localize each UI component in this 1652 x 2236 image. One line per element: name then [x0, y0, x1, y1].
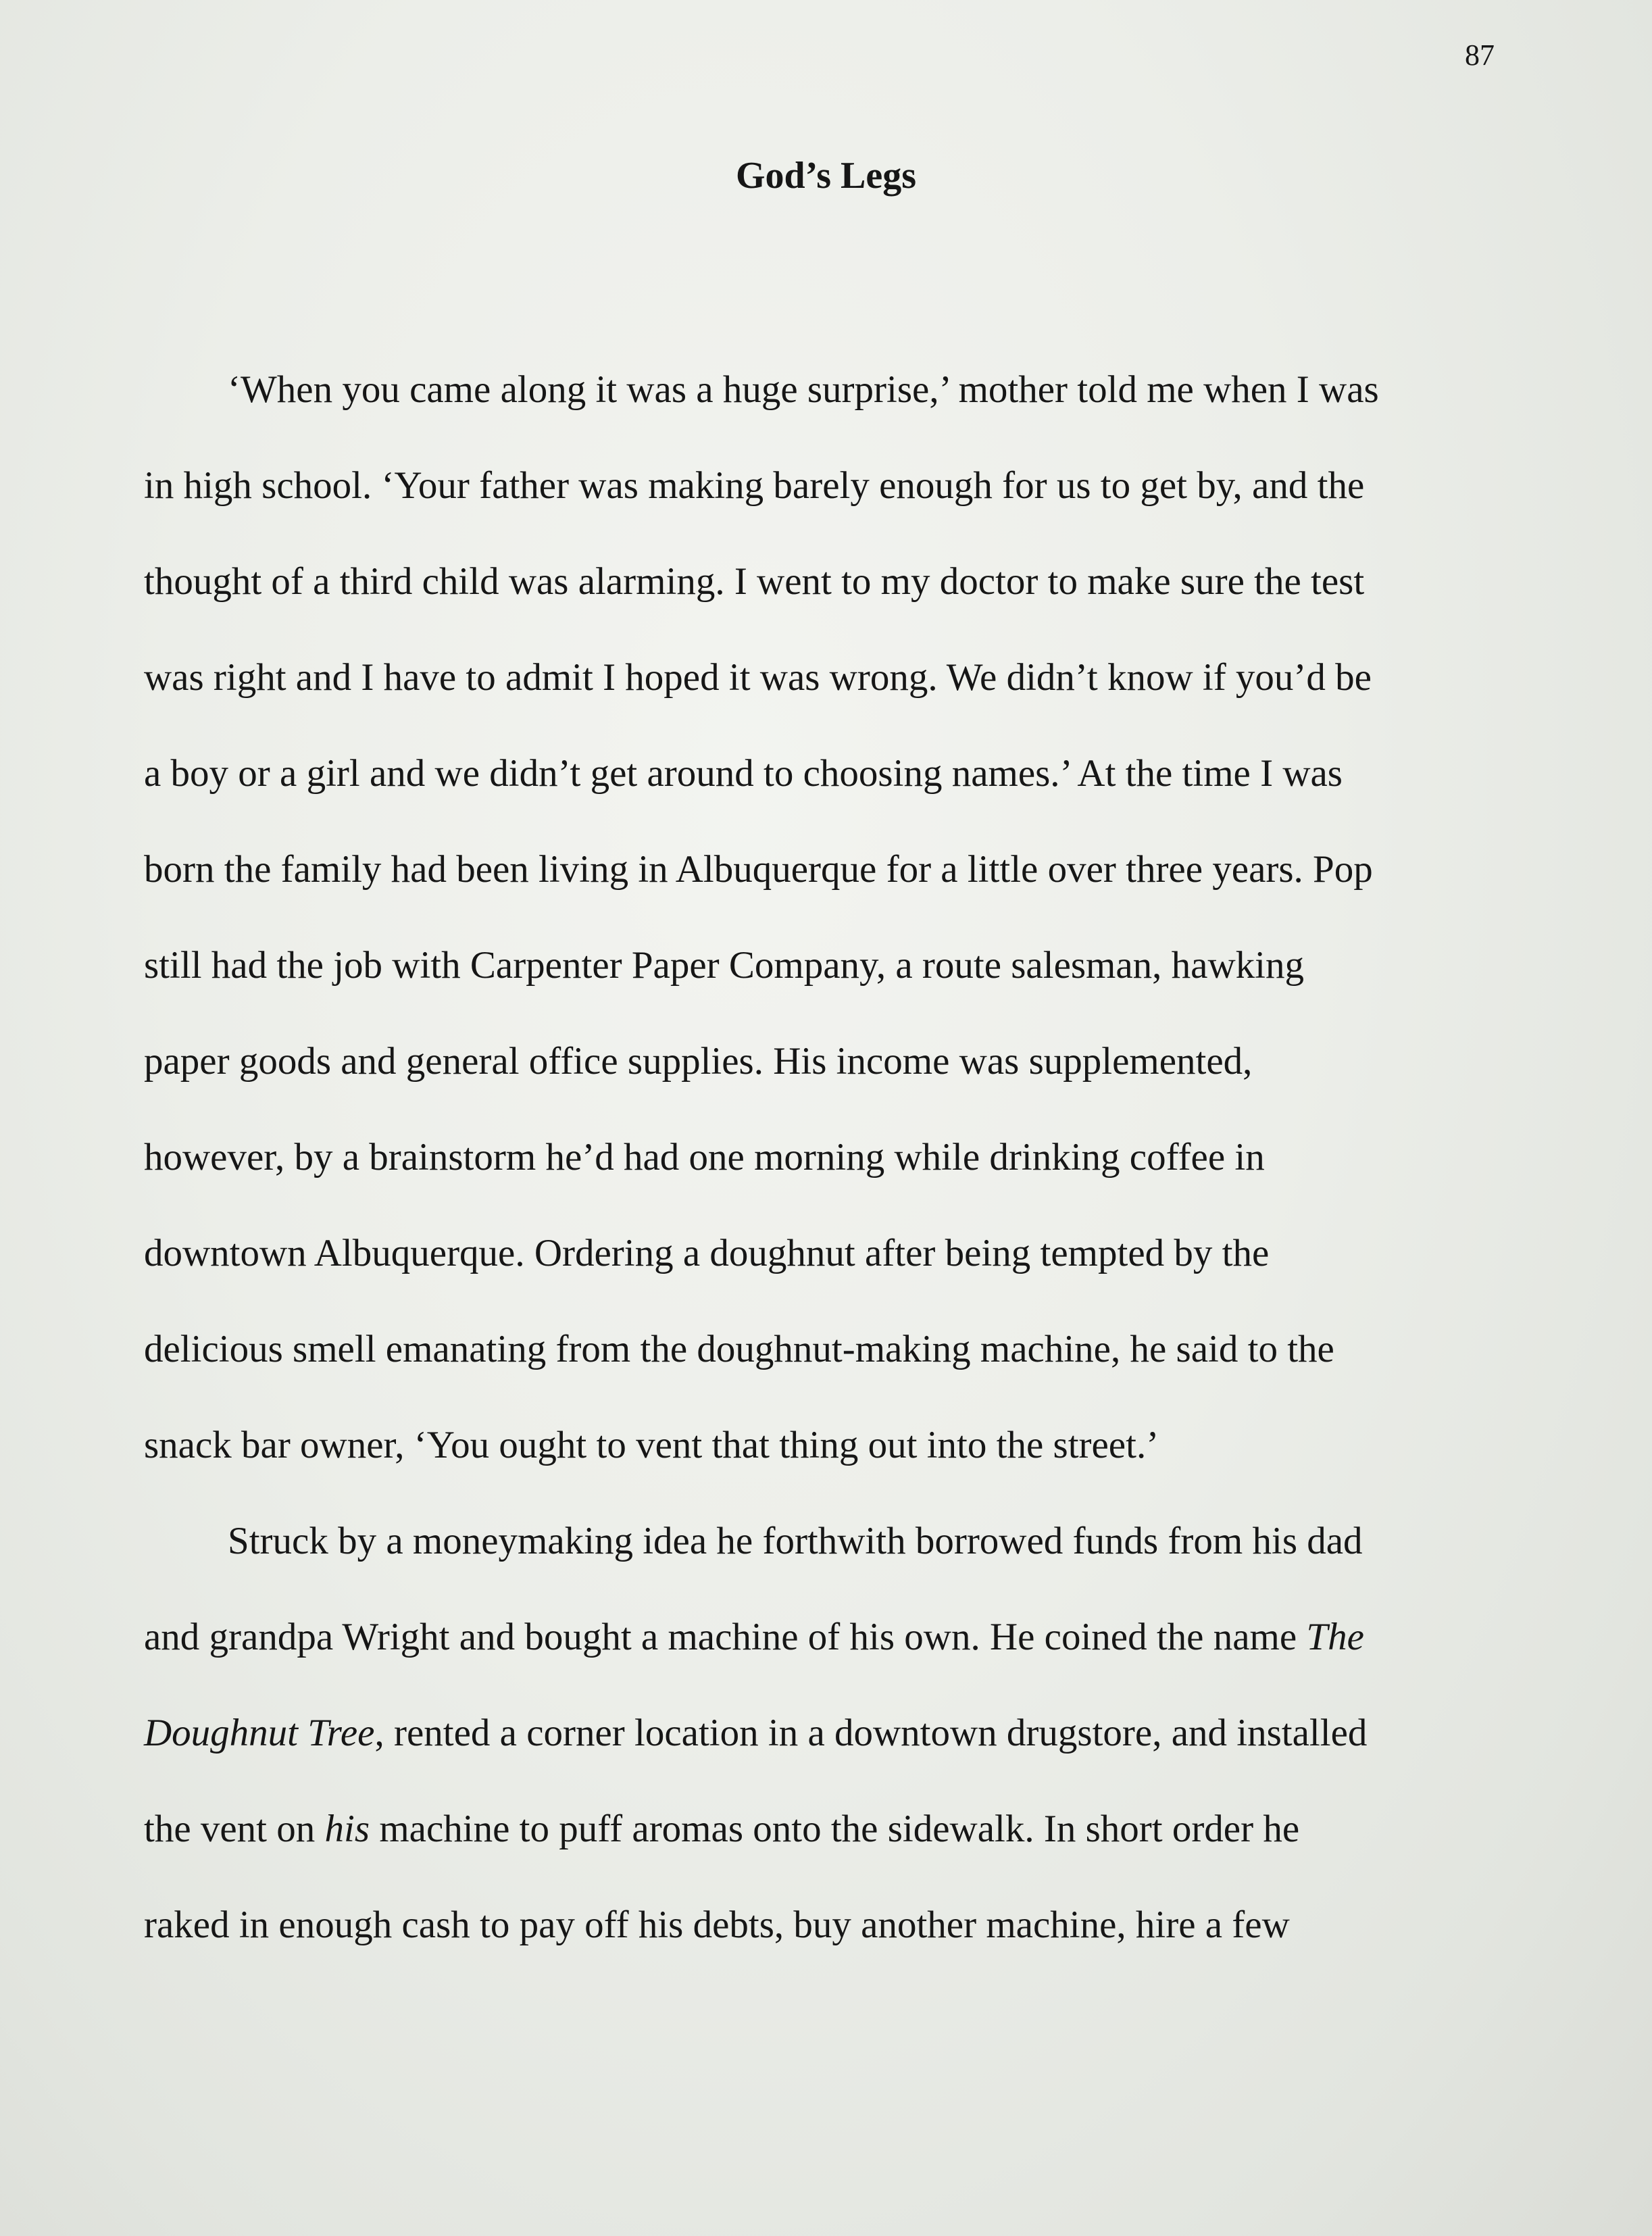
italic-title: Doughnut Tree	[144, 1712, 375, 1754]
chapter-title: God’s Legs	[735, 155, 917, 197]
text-line: still had the job with Carpenter Paper Company, a route salesman, hawking	[144, 944, 1304, 987]
italic-emphasis: his	[324, 1808, 370, 1850]
text-line: Struck by a moneymaking idea he forthwith borrowed funds from his dad	[228, 1520, 1363, 1562]
text-line: ‘When you came along it was a huge surprise,’ mother told me when I was	[228, 368, 1379, 411]
line-text: and grandpa Wright and bought a machine of his own. He coined the name	[144, 1616, 1307, 1658]
text-line: in high school. ‘Your father was making barely enough for us to get by, and the	[144, 464, 1365, 507]
text-line: however, by a brainstorm he’d had one morning while drinking coffee in	[144, 1136, 1265, 1178]
text-line	[144, 1589, 1495, 1685]
text-line: paper goods and general office supplies. His income was supplemented,	[144, 1040, 1253, 1083]
text-line: born the family had been living in Albuquerque for a little over three years. Pop	[144, 848, 1373, 891]
text-line	[144, 1685, 1495, 1781]
text-line: downtown Albuquerque. Ordering a doughnut after being tempted by the	[144, 1232, 1270, 1274]
page-number: 87	[1465, 39, 1495, 72]
text-line: delicious smell emanating from the doughnut-making machine, he said to the	[144, 1328, 1334, 1370]
italic-title: The	[1306, 1616, 1364, 1658]
text-line: raked in enough cash to pay off his debts, buy another machine, hire a few	[144, 1904, 1290, 1946]
text-line: a boy or a girl and we didn’t get around to choosing names.’ At the time I was	[144, 752, 1343, 795]
text-line	[144, 1781, 1495, 1877]
text-line: snack bar owner, ‘You ought to vent that thing out into the street.’	[144, 1424, 1159, 1466]
paragraph-2	[144, 1493, 1495, 1973]
body-text	[144, 342, 1495, 1973]
text-line: was right and I have to admit I hoped it was wrong. We didn’t know if you’d be	[144, 656, 1372, 699]
text-line: thought of a third child was alarming. I went to my doctor to make sure the test	[144, 560, 1365, 603]
line-text: , rented a corner location in a downtown drugstore, and installed	[374, 1712, 1368, 1754]
line-text: the vent on	[144, 1808, 325, 1850]
paragraph-1	[144, 342, 1495, 1493]
line-text: machine to puff aromas onto the sidewalk. In short order he	[370, 1808, 1300, 1850]
